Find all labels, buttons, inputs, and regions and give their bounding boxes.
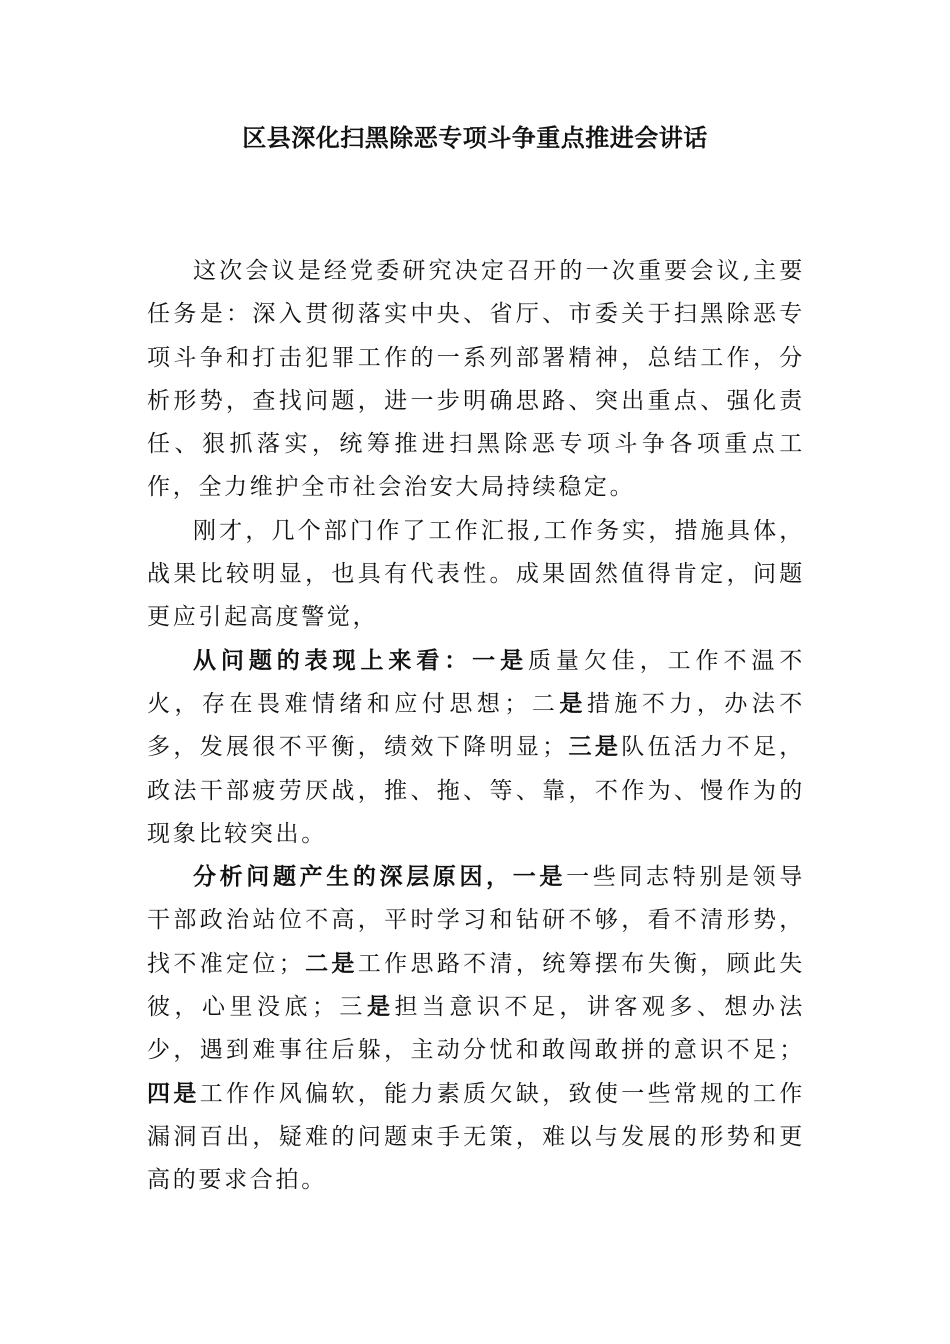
paragraph-3 [147, 640, 805, 856]
text-segment: 一些同志特别是领导干部政治站位不高，平时学习和钻研不够，看不清形势，找不准定位； [147, 864, 805, 977]
text-segment: 措施不力，办法不多，发展很不平衡，绩效下降明显； [147, 690, 806, 761]
bold-text-segment: 是 [366, 994, 395, 1021]
document-body [147, 250, 805, 1203]
text-segment: 这次会议是经党委研究决定召开的一次重要会议,主要任务是：深入贯彻落实中央、省厅、市委关于扫黑除恶专项斗争和打击犯罪工作的一系列部署精神，总结工作，分析形势，查找问题，进一步明确思路、突出重点、强化责任、狠抓落实，统筹推进扫黑除恶专项斗争各项重点工作，全力维护全市社会治安大局持续稳定。 [147, 258, 805, 501]
bold-text-segment: 三是 [567, 734, 622, 761]
paragraph-2 [147, 510, 805, 640]
text-segment: 担当意识不足，讲客观多、想办法少，遇到难事往后躲，主动分忧和敢闯敢拼的意识不足； [147, 994, 806, 1064]
bold-text-segment: 从问题的表现上来看：一是 [193, 647, 529, 674]
text-segment: 工作作风偏软，能力素质欠缺，致使一些常规的工作漏洞百出，疑难的问题束手无策，难以与发展的形势和更高的要求合拍。 [147, 1080, 805, 1194]
bold-text-segment: 四是 [147, 1080, 200, 1107]
paragraph-1 [147, 250, 805, 510]
document-title: 区县深化扫黑除恶专项斗争重点推进会讲话 [242, 123, 708, 152]
bold-text-segment: 分析问题产生的深层原因，一是 [193, 864, 567, 891]
text-segment: 工作思路不清，统筹摆布失衡，顾此失彼，心里没底；三 [147, 950, 806, 1021]
paragraph-4 [147, 856, 805, 1202]
bold-text-segment: 二是 [304, 950, 358, 977]
text-segment: 队伍活力不足，政法干部疲劳厌战，推、拖、等、靠，不作为、慢作为的现象比较突出。 [147, 734, 806, 847]
text-segment: 刚才，几个部门作了工作汇报,工作务实，措施具体，战果比较明显，也具有代表性。成果固然值得肯定，问题更应引起高度警觉， [147, 517, 805, 631]
text-segment: 质量欠佳，工作不温不火，存在畏难情绪和应付思想；二 [147, 647, 805, 717]
bold-text-segment: 是 [559, 690, 587, 717]
